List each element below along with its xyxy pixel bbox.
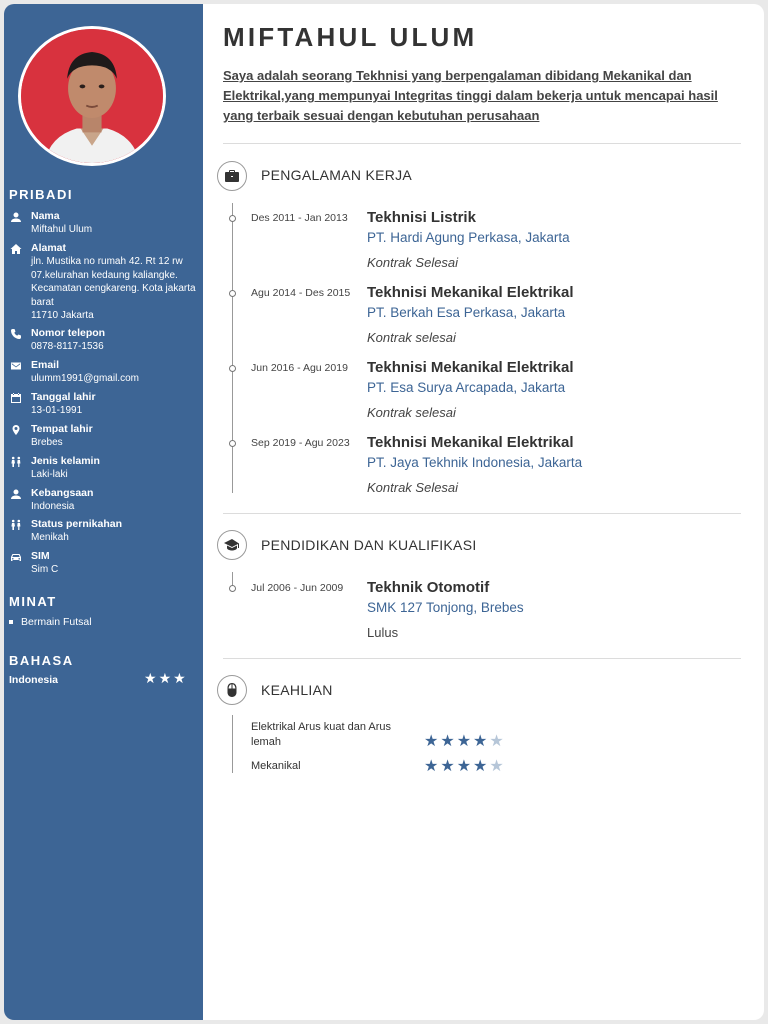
info-value: ulumm1991@gmail.com (31, 373, 139, 384)
info-value: Laki-laki (31, 469, 68, 480)
star-icon: ★ (424, 758, 441, 775)
experience-timeline (232, 203, 233, 493)
star-icon: ★ (473, 733, 490, 750)
entry-title: Tekhnik Otomotif (367, 579, 490, 596)
star-icon: ★ (424, 733, 441, 750)
star-icon: ★ (456, 733, 474, 750)
entry-date: Jul 2006 - Jun 2009 (251, 582, 344, 594)
bullet-icon (9, 620, 13, 624)
skill-rating (424, 756, 506, 776)
skills-line (232, 715, 233, 773)
info-value: Menikah (31, 532, 69, 543)
location-pin-icon (9, 424, 23, 436)
info-label: Alamat (31, 242, 67, 254)
timeline-dot (229, 215, 236, 222)
candidate-name: MIFTAHUL ULUM (223, 22, 478, 52)
info-label: Status pernikahan (31, 518, 123, 530)
gender-icon (9, 456, 23, 468)
star-icon: ★ (173, 670, 188, 686)
info-label: Email (31, 359, 60, 371)
info-value: 0878-8117-1536 (31, 341, 104, 352)
info-label: SIM (31, 550, 50, 562)
skill-rating (424, 731, 506, 751)
portrait-image (21, 29, 163, 163)
entry-title: Tekhnisi Mekanikal Elektrikal (367, 284, 574, 301)
mouse-icon (217, 675, 247, 705)
star-icon: ★ (473, 758, 490, 775)
entry-note: Lulus (367, 625, 399, 640)
info-value: Indonesia (31, 501, 75, 512)
entry-date: Jun 2016 - Agu 2019 (251, 362, 348, 374)
education-title: PENDIDIKAN DAN KUALIFIKASI (261, 537, 477, 553)
star-icon: ★ (440, 733, 457, 750)
entry-organization: PT. Hardi Agung Perkasa, Jakarta (367, 230, 570, 245)
info-value: Brebes (31, 437, 63, 448)
entry-note: Kontrak selesai (367, 330, 456, 345)
star-icon: ★ (456, 758, 474, 775)
couple-icon (9, 519, 23, 531)
skill-name: Elektrikal Arus kuat dan Arus lemah (251, 721, 392, 748)
entry-title: Tekhnisi Mekanikal Elektrikal (367, 359, 574, 376)
skill-name: Mekanikal (251, 760, 301, 772)
interest-label: Bermain Futsal (21, 616, 92, 628)
entry-note: Kontrak selesai (367, 405, 456, 420)
language-name: Indonesia (9, 674, 59, 686)
language-rating (144, 670, 188, 687)
info-value: jln. Mustika no rumah 42. Rt 12 rw 07.kelurahan kedaung kaliangke. Kecamatan cengkareng. Kota jakarta barat 11710 Jakarta (31, 256, 196, 321)
graduation-cap-icon (217, 530, 247, 560)
timeline-dot (229, 440, 236, 447)
home-icon (9, 243, 23, 255)
experience-title: PENGALAMAN KERJA (261, 167, 413, 183)
entry-organization: PT. Esa Surya Arcapada, Jakarta (367, 380, 566, 395)
star-icon: ★ (158, 670, 174, 686)
info-label: Kebangsaan (31, 487, 94, 499)
timeline-dot (229, 585, 236, 592)
car-icon (9, 551, 23, 563)
profile-photo (18, 26, 166, 166)
info-label: Tanggal lahir (31, 391, 96, 403)
timeline-dot (229, 290, 236, 297)
info-value: Sim C (31, 564, 59, 575)
timeline-dot (229, 365, 236, 372)
phone-icon (9, 328, 23, 340)
info-value: Miftahul Ulum (31, 224, 93, 235)
info-label: Jenis kelamin (31, 455, 100, 467)
languages-heading: BAHASA (9, 653, 74, 668)
info-label: Nama (31, 210, 60, 222)
resume-page (4, 4, 764, 1020)
skills-title: KEAHLIAN (261, 682, 333, 698)
entry-organization: SMK 127 Tonjong, Brebes (367, 600, 524, 615)
personal-heading: PRIBADI (9, 187, 73, 202)
divider (223, 143, 741, 144)
person-icon (9, 488, 23, 500)
entry-note: Kontrak Selesai (367, 255, 459, 270)
entry-date: Sep 2019 - Agu 2023 (251, 437, 350, 449)
entry-organization: PT. Jaya Tekhnik Indonesia, Jakarta (367, 455, 583, 470)
star-icon: ★ (440, 758, 457, 775)
interest-item (9, 616, 92, 628)
divider (223, 513, 741, 514)
envelope-icon (9, 360, 23, 372)
divider (223, 658, 741, 659)
briefcase-icon (217, 161, 247, 191)
entry-title: Tekhnisi Listrik (367, 209, 476, 226)
star-icon: ★ (489, 758, 506, 775)
entry-date: Des 2011 - Jan 2013 (251, 212, 348, 224)
calendar-icon (9, 392, 23, 404)
star-icon: ★ (489, 733, 506, 750)
entry-note: Kontrak Selesai (367, 480, 459, 495)
entry-date: Agu 2014 - Des 2015 (251, 287, 351, 299)
info-value: 13-01-1991 (31, 405, 83, 416)
info-label: Tempat lahir (31, 423, 93, 435)
star-icon: ★ (144, 670, 159, 686)
main-content (203, 4, 764, 1020)
person-icon (9, 211, 23, 223)
entry-title: Tekhnisi Mekanikal Elektrikal (367, 434, 574, 451)
entry-organization: PT. Berkah Esa Perkasa, Jakarta (367, 305, 566, 320)
sidebar (4, 4, 203, 1020)
profile-summary: Saya adalah seorang Tekhnisi yang berpengalaman dibidang Mekanikal dan Elektrikal,yang mempunyai Integritas tinggi dalam bekerja untuk mencapai hasil yang terbaik sesuai dengan kebutuhan perusahaan (223, 68, 718, 123)
info-label: Nomor telepon (31, 327, 106, 339)
interests-heading: MINAT (9, 594, 57, 609)
